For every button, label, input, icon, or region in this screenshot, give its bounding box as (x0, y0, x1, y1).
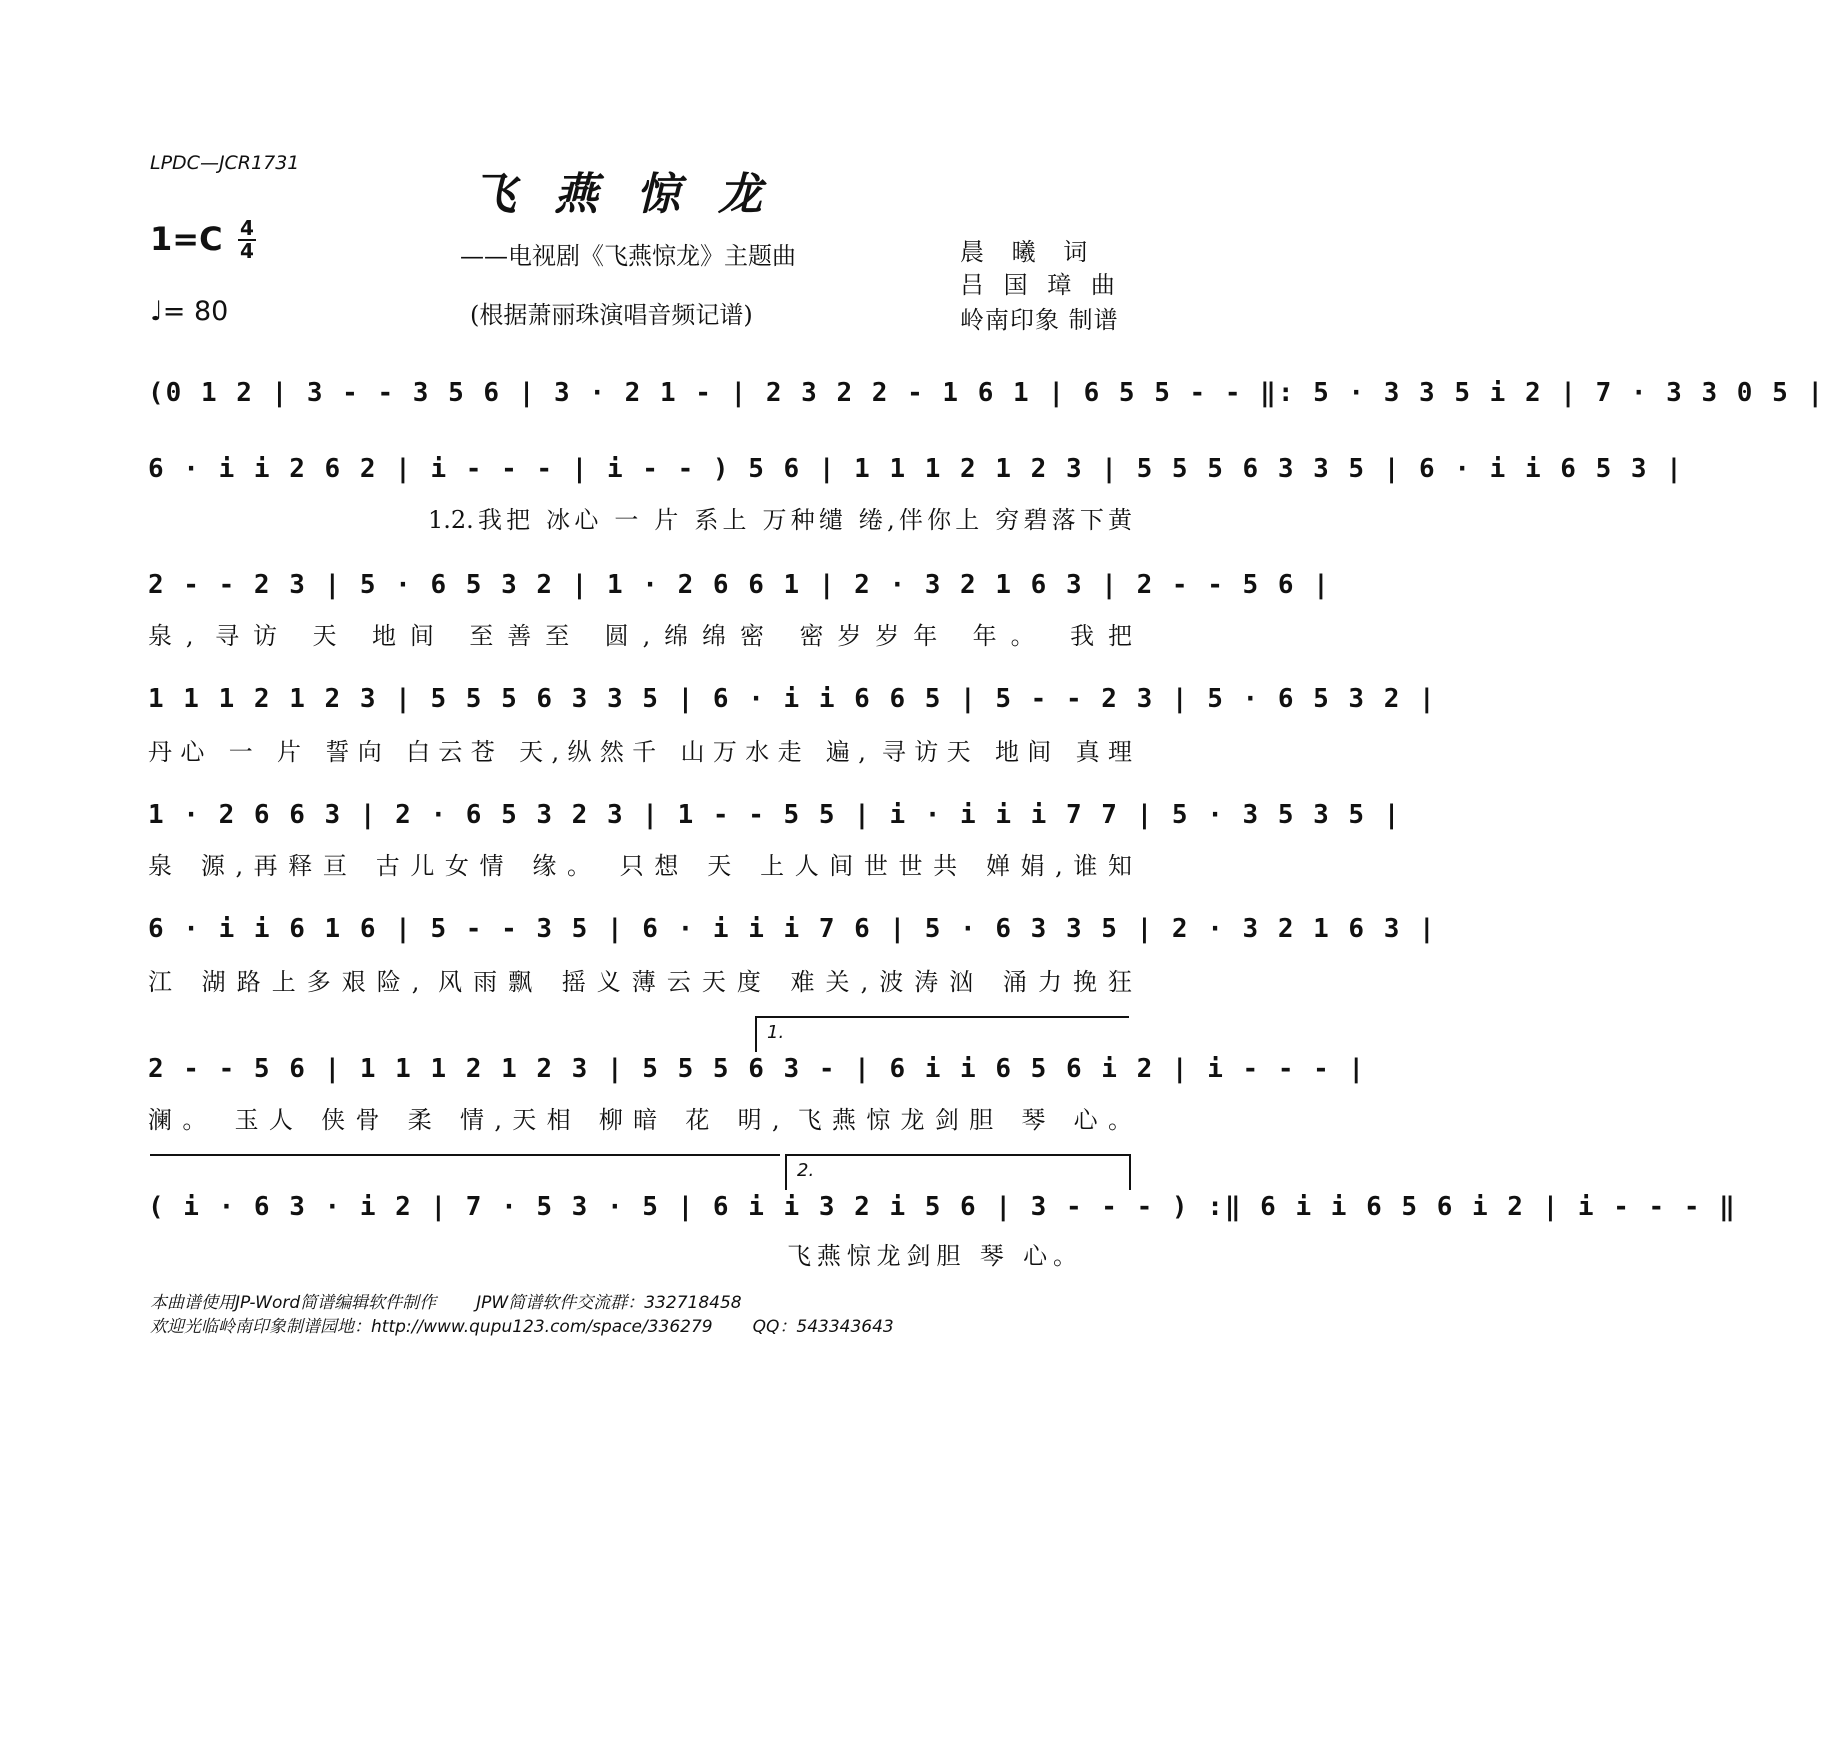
arranger-credit: 岭南印象 制谱 (960, 306, 1119, 334)
notation-line: (0 1 2 | 3 - - 3 5 6 | 3 · 2 1 - | 2 3 2 2 - 1 6 1 | 6 5 5 - - ‖: 5 · 3 3 5 i 2 | 7 · 3 3 0 5 | (148, 378, 1825, 408)
footer-made-with: 本曲谱使用JP-Word简谱编辑软件制作 (150, 1293, 437, 1313)
footer-line-1 (150, 1288, 742, 1313)
lyric-line: 1.2.我把 冰心 一 片 系上 万种缱 绻,伴你上 穷碧落下黄 (428, 506, 1132, 534)
subtitle: ——电视剧《飞燕惊龙》主题曲 (460, 242, 796, 270)
lyricist-credit: 晨 曦 词 (960, 238, 1098, 266)
lyric-line: 泉, 寻访 天 地间 至善至 圆,绵绵密 密岁岁年 年。 我把 (148, 622, 1132, 650)
lyric-line: 泉 源,再释亘 古儿女情 缘。 只想 天 上人间世世共 婵娟,谁知 (148, 852, 1132, 880)
lyric-line: 澜。 玉人 侠骨 柔 情,天相 柳暗 花 明, 飞燕惊龙剑胆 琴 心。 (148, 1106, 1132, 1134)
key-signature: 1=C (150, 220, 223, 258)
notation-line: 6 · i i 2 6 2 | i - - - | i - - ) 5 6 | 1 1 1 2 1 2 3 | 5 5 5 6 3 3 5 | 6 · i i 6 5 3 | (148, 454, 1684, 484)
lyric-line: 丹心 一 片 誓向 白云苍 天,纵然千 山万水走 遍, 寻访天 地间 真理 (148, 738, 1132, 766)
time-signature (238, 218, 256, 262)
footer-group: JPW简谱软件交流群：332718458 (476, 1293, 742, 1313)
lyric-line: 飞燕惊龙剑胆 琴 心。 (787, 1242, 1077, 1270)
source-note: (根据萧丽珠演唱音频记谱) (470, 301, 753, 329)
lyric-line: 江 湖路上多艰险, 风雨飘 摇义薄云天度 难关,波涛汹 涌力挽狂 (148, 968, 1132, 996)
notation-line: 2 - - 5 6 | 1 1 1 2 1 2 3 | 5 5 5 6 3 - | 6 i i 6 5 6 i 2 | i - - - | (148, 1054, 1367, 1084)
tempo-marking: ♩= 80 (150, 296, 229, 327)
volta-label: 2. (797, 1160, 815, 1181)
volta-bracket-second (785, 1154, 1131, 1190)
notation-line: ( i · 6 3 · i 2 | 7 · 5 3 · 5 | 6 i i 3 2 i 5 6 | 3 - - - ) :‖ 6 i i 6 5 6 i 2 | i - - - ‖ (148, 1192, 1737, 1222)
composer-credit: 吕 国 璋 曲 (960, 271, 1121, 299)
notation-line: 6 · i i 6 1 6 | 5 - - 3 5 | 6 · i i i 7 6 | 5 · 6 3 3 5 | 2 · 3 2 1 6 3 | (148, 914, 1437, 944)
staff-rule (150, 1154, 780, 1156)
meter-top: 4 (240, 216, 254, 240)
footer-line-2 (150, 1312, 894, 1337)
song-title: 飞燕惊龙 (472, 169, 800, 220)
notation-line: 1 1 1 2 1 2 3 | 5 5 5 6 3 3 5 | 6 · i i 6 6 5 | 5 - - 2 3 | 5 · 6 5 3 2 | (148, 684, 1437, 714)
score-code: LPDC—JCR1731 (150, 152, 300, 174)
footer-qq: QQ：543343643 (752, 1317, 894, 1337)
volta-bracket-first (755, 1016, 1129, 1052)
notation-line: 1 · 2 6 6 3 | 2 · 6 5 3 2 3 | 1 - - 5 5 | i · i i i 7 7 | 5 · 3 5 3 5 | (148, 800, 1402, 830)
volta-label: 1. (767, 1022, 785, 1043)
footer-welcome: 欢迎光临岭南印象制谱园地：http://www.qupu123.com/space/336279 (150, 1317, 713, 1337)
notation-line: 2 - - 2 3 | 5 · 6 5 3 2 | 1 · 2 6 6 1 | 2 · 3 2 1 6 3 | 2 - - 5 6 | (148, 570, 1331, 600)
meter-bottom: 4 (240, 239, 254, 263)
